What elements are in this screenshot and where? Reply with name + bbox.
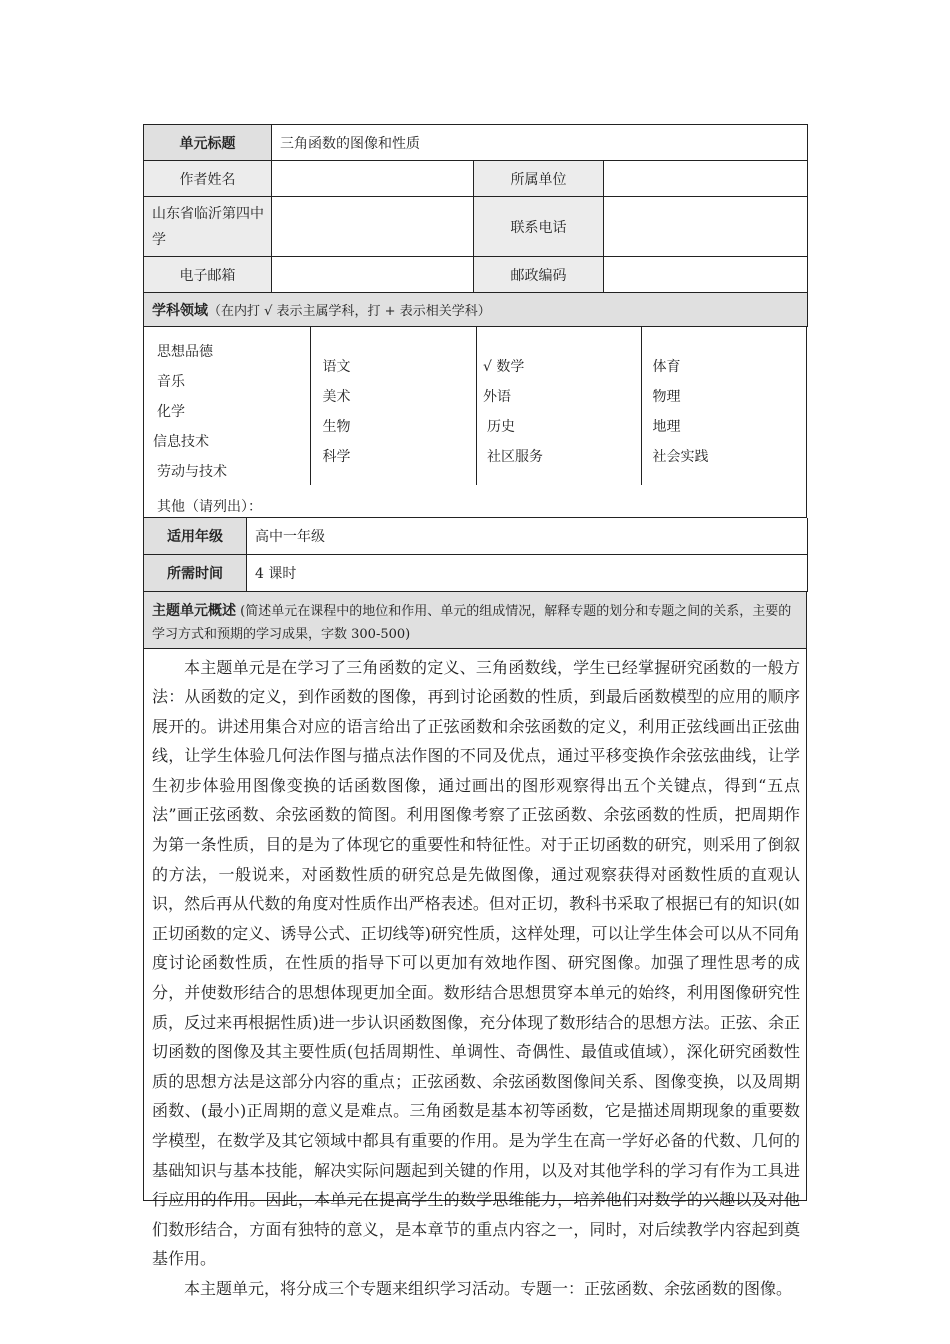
unit-org-label: 所属单位 [474,161,604,197]
subject-item[interactable]: 信息技术 [153,434,209,450]
subject-area-label: 学科领域 [152,302,208,319]
overview-note: (简述单元在课程中的地位和作用、单元的组成情况，解释专题的划分和专题之间的关系，主要的学习方式和预期的学习成果，字数 300-500) [152,603,792,642]
subject-item[interactable]: 社区服务 [487,449,543,465]
email-label: 电子邮箱 [144,257,272,293]
grade-label: 适用年级 [144,518,247,554]
subject-item[interactable]: 语文 [322,359,351,375]
subject-item[interactable]: 历史 [487,419,515,435]
subject-item[interactable]: 思想品德 [157,344,213,360]
unit-title-label: 单元标题 [144,125,272,161]
phone-label: 联系电话 [474,197,604,257]
overview-paragraph: 本主题单元是在学习了三角函数的定义、三角函数线，学生已经掌握研究函数的一般方法：从函数的定义，到作函数的图像，再到讨论函数的性质，到最后函数模型的应用的顺序展开的。讲述用集合对应的语言给出了正弦函数和余弦函数的定义，利用正弦线画出正弦曲线，让学生体验几何法作图与描点法作图的不同及优点，通过平移变换作余弦弦曲线，让学生初步体验用图像变换的话函数图像，通过画出的图形观察得出五个关键点，得到“五点法”画正弦函数、余弦函数的简图。利用图像考察了正弦函数、余弦函数的性质，把周期作为第一条性质，目的是为了体现它的重要性和特征性。对于正切函数的研究，则采用了倒叙的方法，一般说来，对函数性质的研究总是先做图像，通过观察获得对函数性质的直观认识，然后再从代数的角度对性质作出严格表述。但对正切，教科书采取了根据已有的知识(如正切函数的定义、诱导公式、正切线等)研究性质，这样处理，可以让学生体会可以从不同角度讨论函数性质，在性质的指导下可以更加有效地作图、研究图像。加强了理性思考的成分，并使数形结合的思想体现更加全面。数形结合思想贯穿本单元的始终，利用图像研究性质，反过来再根据性质)进一步认识函数图像，充分体现了数形结合的思想方法。正弦、余正切函数的图像及其主要性质(包括周期性、单调性、奇偶性、最值或值域），深化研究函数性质的思想方法是这部分内容的重点；正弦函数、余弦函数图像间关系、图像变换，以及周期函数、(最小)正周期的意义是难点。三角函数是基本初等函数，它是描述周期现象的重要数学模型，在数学及其它领域中都具有重要的作用。是为学生在高一学好必备的代数、几何的基础知识与基本技能，解决实际问题起到关键的作用，以及对其他学科的学习有作为工具进行应用的作用。因此，本单元在提高学生的数学思维能力，培养他们对数学的兴趣以及对他们数形结合，方面有独特的意义，是本章节的重点内容之一，同时，对后续教学内容起到奠基作用。 [152,657,800,1269]
subject-item[interactable]: 物理 [652,389,681,405]
subject-item-math-checked[interactable]: √ 数学 [483,359,525,375]
unit-title-value[interactable]: 三角函数的图像和性质 [272,125,808,161]
postcode-field[interactable] [604,257,808,293]
subject-area-note: （在内打 √ 表示主属学科，打 + 表示相关学科） [208,303,491,319]
subject-item[interactable]: 美术 [322,389,351,405]
subject-item[interactable]: 外语 [483,389,511,405]
time-label: 所需时间 [144,554,247,591]
subject-column-1 [144,331,310,517]
overview-header [143,592,807,649]
phone-field[interactable] [604,197,808,257]
info-table [143,124,808,327]
subject-item[interactable]: 科学 [322,449,351,465]
postcode-label: 邮政编码 [474,257,604,293]
subject-area-header [144,293,808,327]
author-field[interactable] [272,161,474,197]
subject-item[interactable]: 化学 [157,404,185,420]
subject-list [144,327,806,517]
grade-time-table [143,518,808,592]
email-field[interactable] [272,257,474,293]
grade-field[interactable]: 高中一年级 [247,518,808,554]
school-field[interactable] [272,197,474,257]
overview-label: 主题单元概述 [152,602,236,619]
subject-item[interactable]: 音乐 [157,374,185,390]
author-label: 作者姓名 [144,161,272,197]
subject-column-3 [475,331,640,517]
unit-org-field[interactable] [604,161,808,197]
overview-paragraph: 本主题单元，将分成三个专题来组织学习活动。专题一：正弦函数、余弦函数的图像。 [184,1278,793,1298]
school-name: 山东省临沂第四中学 [144,197,272,257]
unit-design-form [143,124,807,1298]
subject-item[interactable]: 劳动与技术 [157,464,227,480]
subject-item[interactable]: 地理 [652,419,681,435]
other-subjects-label: 其他（请列出）： [157,499,262,515]
overview-text[interactable] [143,649,807,1298]
subject-item[interactable]: 社会实践 [652,449,709,465]
subject-column-4 [640,331,807,517]
time-field[interactable]: 4 课时 [247,554,808,591]
subject-item[interactable]: 体育 [652,359,681,375]
subject-area-section [143,327,807,518]
subject-column-2 [310,331,476,517]
subject-item[interactable]: 生物 [322,419,351,435]
